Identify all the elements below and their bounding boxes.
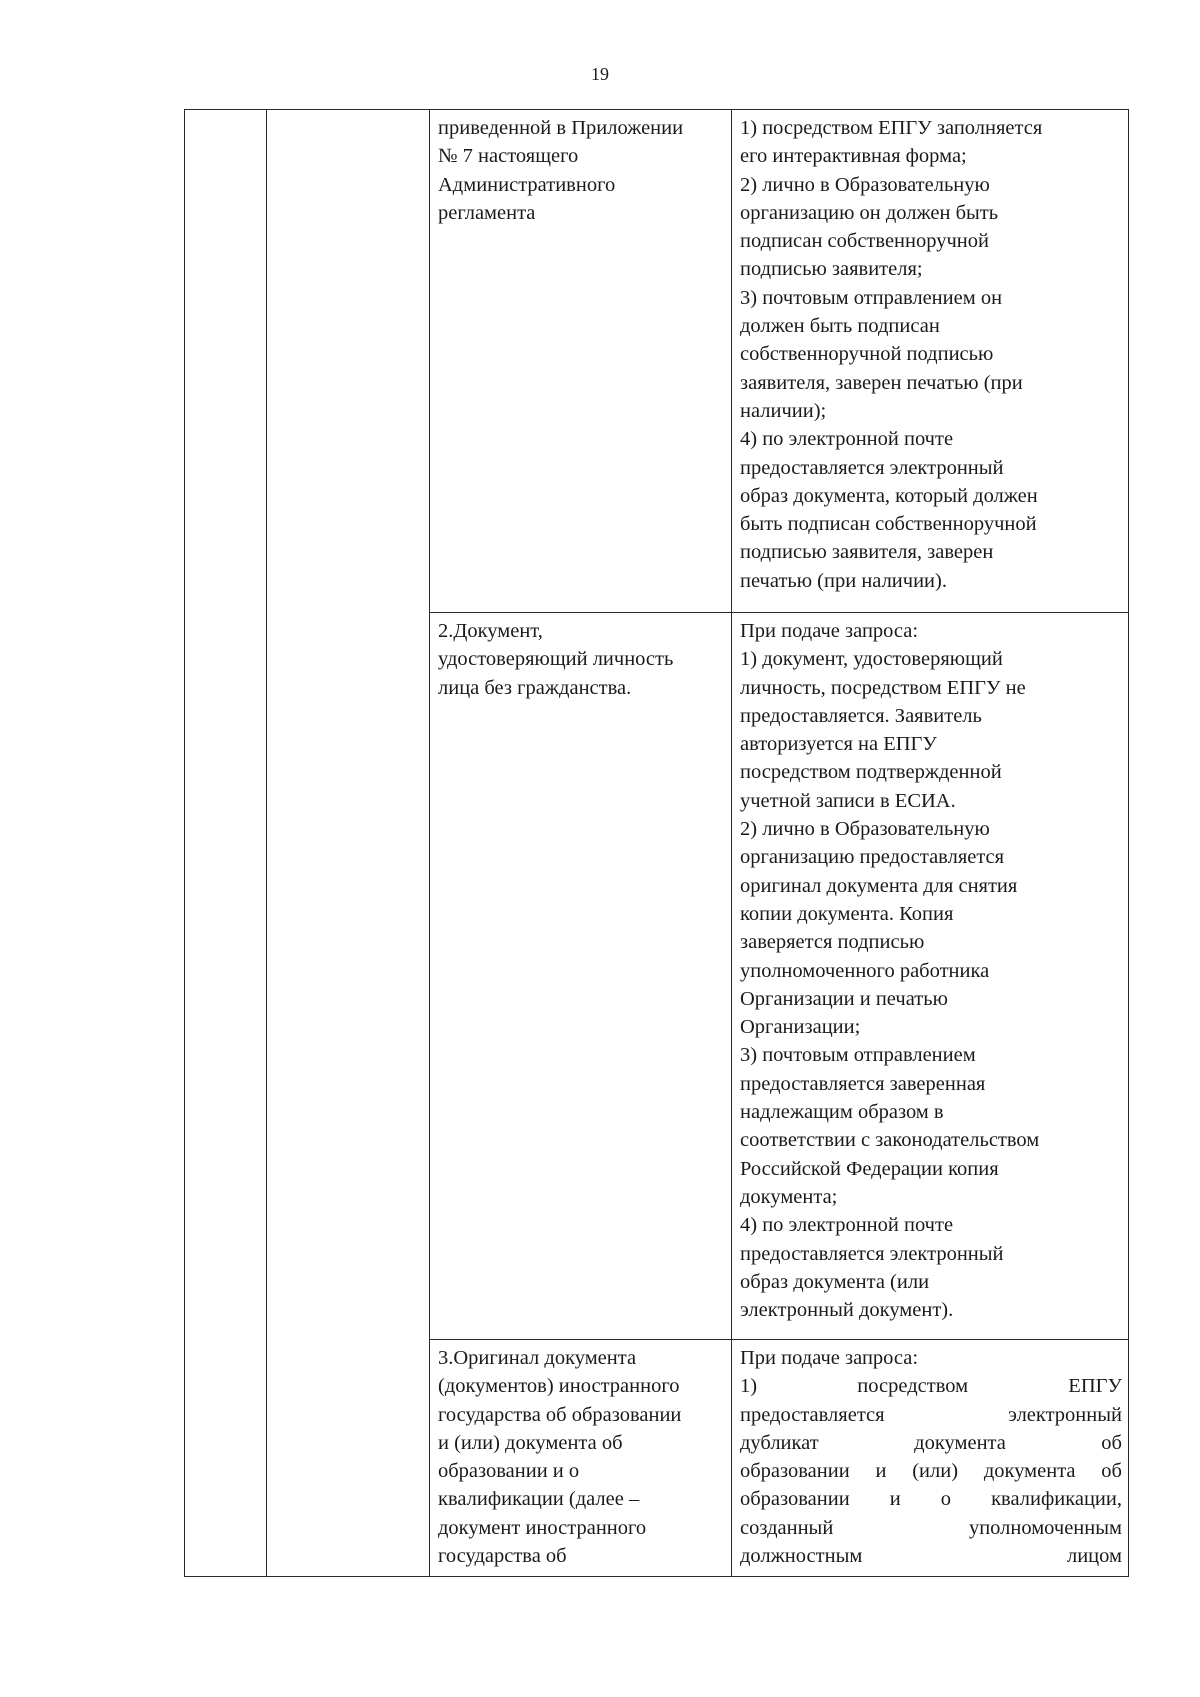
- requirements-line: предоставляется электронный: [740, 1403, 1122, 1426]
- page-number: 19: [591, 64, 609, 84]
- requirements-line: 1) посредством ЕПГУ: [740, 1375, 1122, 1398]
- index-column-cell: [185, 110, 267, 1577]
- document-cell: 2.Документ, удостоверяющий личность лица без гражданства.: [430, 613, 732, 1340]
- document-cell: 3.Оригинал документа (документов) иностранного государства об образовании и (или) документа об образовании и о квалификации (далее – документ иностранного государства об: [430, 1340, 732, 1577]
- requirements-cell: [732, 1340, 1129, 1577]
- document-cell: приведенной в Приложении № 7 настоящего Административного регламента: [430, 110, 732, 613]
- requirements-line: При подаче запроса:: [740, 1347, 919, 1369]
- requirements-line: дубликат документа об: [740, 1431, 1122, 1454]
- table-row: [185, 110, 1129, 613]
- requirements-cell: При подаче запроса: 1) документ, удостоверяющий личность, посредством ЕПГУ не предоставляется. Заявитель авторизуется на ЕПГУ посредством подтвержденной учетной записи в ЕСИА. 2) лично в Образовательную организацию предоставляется оригинал документа для снятия копии документа. Копия заверяется подписью уполномоченного работника Организации и печатью Организации; 3) почтовым отправлением предоставляется заверенная надлежащим образом в соответствии с законодательством Российской Федерации копия документа; 4) по электронной почте предоставляется электронный образ документа (или электронный документ).: [732, 613, 1129, 1340]
- requirements-line: образовании и (или) документа об: [740, 1460, 1122, 1483]
- category-column-cell: [267, 110, 430, 1577]
- requirements-line: созданный уполномоченным: [740, 1516, 1122, 1539]
- requirements-cell: 1) посредством ЕПГУ заполняется его интерактивная форма; 2) лично в Образовательную организацию он должен быть подписан собственноручной подписью заявителя; 3) почтовым отправлением он должен быть подписан собственноручной подписью заявителя, заверен печатью (при наличии); 4) по электронной почте предоставляется электронный образ документа, который должен быть подписан собственноручной подписью заявителя, заверен печатью (при наличии).: [732, 110, 1129, 613]
- requirements-table: [184, 109, 1129, 1577]
- requirements-line: образовании и о квалификации,: [740, 1488, 1122, 1511]
- requirements-line: должностным лицом: [740, 1545, 1122, 1568]
